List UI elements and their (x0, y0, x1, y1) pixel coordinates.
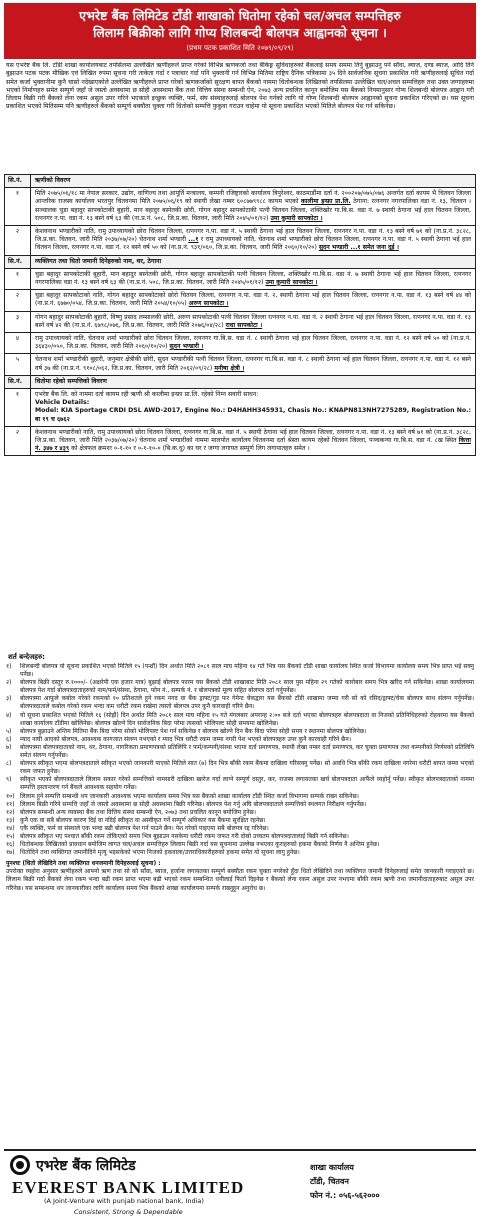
vehicle-heading: Vehicle Details: (35, 399, 90, 407)
first-publication-date: (प्रथम पटक प्रकाशित मिति २०७९/०९/२९) (186, 44, 294, 52)
condition-item (6, 736, 474, 744)
condition-text: धितोबन्धक लिखितको प्रावधान बमोजिम लागत चल/अचल सम्पत्तिहरु लिलाम बिक्री गर्दा यस सूचनामा उल्लेख नभएका कुराहरुको हकमा बैंकको निर्णय नै अन्तिम हुनेछ। (20, 841, 380, 849)
borrower-text (31, 188, 475, 225)
kitta-number: कित्ता नं. ३४७ र ४३९ (35, 437, 471, 453)
condition-text: लिलाम हुने सम्पत्ति सम्बन्धी थप जानकारी आवश्यक भएमा कार्यालय समय भित्र यस बैंकको शाखा कार्यालय टाँडी स्थित कर्जा विभागमा सम्पर्क राख्न सकिनेछ। (20, 792, 359, 800)
condition-item (6, 817, 474, 825)
vehicle-model: Model: KIA Sportage CRDI DSL AWD-2017, Engine No.: D4HAHH345931, Chasis No.: KNAPN813NH7275289, Registration No.: बा १९ च ६७६२ (35, 407, 471, 423)
condition-item (6, 776, 474, 792)
condition-text: म्याद नाघी आएको बोलपत्र, आवश्यक कागजात संलग्न नभएको र म्याद भित्र धरौटी रकम जम्मा नगरी पेश भएको बोलपत्रहरु उपर कुनै कारवाही गरिने छैन। (20, 735, 351, 743)
borrower-details-2: ठेगाना: रत्ननगर नगरपालिका वडा नं. १३, चितवन । सञ्चालक चुडा बहादुर सापकोटाकी बुहारी, मान बहादुर बस्नेतकी छोरी, गोगन बहादुर सापकोटाकी पत्नी चितवन जिल्ला, शक्तिखोर गा.बि.स. वडा नं. ७ स्थायी ठेगाना भई हाल चितवन जिल्ला, रत्ननगर न.पा. वडा नं. १३ बस्ने वर्ष ६३ की (ना.प्र.नं. ५०८, जि.प्र.का. चितवन, जारी मिति २०४५/०१/१२) (35, 198, 471, 222)
bank-logo (4, 1151, 304, 1219)
guarantor-row (5, 290, 475, 311)
condition-item (6, 712, 474, 728)
borrower-row (5, 188, 475, 226)
condition-number: १३) (6, 816, 15, 824)
borrower-details: मिति २०७५/०६/१८ मा नेपाल सरकार, उद्योग, वाणिज्य तथा आपूर्ति मन्त्रालय, कम्पनी रजिष्ट्रारको कार्यालय त्रिपुरेश्वर, काठमाडौंमा दर्ता नं. २००२०७/०७५/०७६ अन्तर्गत दर्ता कायम भै चितवन जिल्ला आन्तरिक राजस्व कार्यालय भरतपुर चितवनमा मिति २०७५/०६/१९ को स्थायी लेखा नम्बर ६०८७७९९८८ कायम भएको (35, 190, 471, 206)
condition-number: ८) (6, 760, 12, 768)
sn-header: सि.नं. (5, 175, 31, 187)
row-number: २ (5, 427, 31, 456)
logo-english-text: EVEREST BANK LIMITED (12, 1178, 245, 1197)
row-number: १ (5, 188, 31, 225)
row-number: ३ (5, 312, 31, 332)
condition-number: १०) (6, 792, 15, 800)
followup-text: उपरोक्त व्यहोरा अनुसार ऋणीहरुले आफ्नो ऋण तथा सो को साँवा, ब्याज, हर्जाना लगायतका सम्पूर्ण बक्यौता रकम चुक्ता नगरेको हुँदा धितो लेखिदिने तथा व्यक्तिगत जमानी दिनेहरुलाई समेत जानकारी गराइएको छ। लिलाम बिक्री गर्दा बैंकको लेना रकम भन्दा बढी रकम प्राप्त भएमा बढी भएको रकम सम्बन्धित धनीलाई फिर्ता दिइनेछ र बैंकको लेना रकम असुल उपर नभएमा बाँकी रकम ऋणी तथा जमानीदाताहरुबाट असुल उपर गरिनेछ। यस सम्बन्धमा थप जानकारीका लागि कार्यालय समय भित्र बैंकको शाखा कार्यालयमा सम्पर्क राख्नुहुन अनुरोध छ। (6, 868, 474, 892)
condition-text: बोलपत्र बिक्री दस्तुर रु.१०००/- (अक्षरेपी एक हजार मात्र) बुझाई बोलपत्र फारम यस बैंकको टाँडी शाखाबाट मिति २०८१ साल पुस महिना २९ गतेको कारोबार समय भित्र खरिद गर्न सकिनेछ। शाखा कार्यालयमा बोलपत्र पेश गर्दा बोलपत्रदाताहरुको नाम/फर्म/संस्था, ठेगाना, फोन नं., सम्पर्क नं. र बोलपत्रको मूल्य सहित बोलपत्र दर्ता गर्नुपर्नेछ। (20, 679, 474, 695)
condition-item (6, 695, 474, 711)
condition-text: शिलबन्दी बोलपत्र यो सूचना प्रकाशित भएको मितिले १५ (पन्ध्रौं) दिन अर्थात मिति २०८१ साल माघ महिना १४ गते भित्र यस बैंकको टाँडी शाखा कार्यालय स्थित कर्जा विभागमा कार्यालय समय भित्र प्राप्त भई सक्नु पर्नेछ। (20, 663, 474, 679)
condition-text: बोलपत्रमा बोलपत्रदाताको नाम, थर, ठेगाना, नागरिकता प्रमाणपत्रको प्रतिलिपि र फर्म/कम्पनी/संस्था भएमा दर्ता प्रमाणपत्र, स्थायी लेखा नम्बर दर्ता प्रमाणपत्र, कर चुक्ता प्रमाणपत्र तथा कम्पनीको निर्णयको प्रतिलिपि समेत संलग्न गर्नुपर्नेछ। (20, 743, 474, 760)
condition-item (6, 760, 474, 776)
condition-number: १५) (6, 832, 15, 840)
property-details: एभरेष्ट बैंक लि. को नाममा दर्ता कायम रही ऋणी श्री कालीमा इन्फ्रा प्रा.लि. रहेको निम्न सवारी साधन: (35, 391, 259, 399)
condition-text: बोलपत्र स्वीकृत भए पश्चात बाँकी रकम तोकिएको समय भित्र बुझाउन नसकेमा धरौटी रकम जफत गरी दोस्रो उच्चतम बोलपत्रदातालाई बिक्री गर्न सकिनेछ। (20, 832, 349, 840)
borrower-name: ...१ (188, 236, 199, 244)
condition-number: ५) (6, 727, 12, 735)
branch-phone: फोन नं.: ०५६-५६२००० (310, 1191, 380, 1200)
guarantor-details: गोगन बहादुर सापकोटाकी बुहारी, विष्णु प्रसाद लम्सालकी छोरी, अरुण सापकोटाकी पत्नी चितवन जिल्ला रत्ननगर न.पा. वडा नं. २ स्थायी ठेगाना भई हाल चितवन जिल्ला, रत्ननगर न.पा. वडा नं. १३ बस्ने वर्ष ४२ की (ना.प्र.नं. ६७९८/०७६, जि.प्र.का. चितवन, जारी मिति २०७६/०४/२८) (35, 313, 471, 329)
condition-text: यो सूचना प्रकाशित भएको मितिले १६ (सोह्रौं) दिन अर्थात मिति २०८१ साल माघ महिना १५ गते मंगलबार अपरान्ह २:०० बजे दर्ता भएका बोलपत्रहरु बोलपत्रदाता वा निजको प्रतिनिधिहरुको रोहवरमा यस बैंकको शाखा कार्यालय टाँडीमा खोलिनेछ। बोलपत्र खोल्ने दिन सार्वजनिक बिदा परेमा त्यसको भोलिपल्ट सोही समयमा खोलिनेछ। (20, 711, 474, 727)
condition-item (6, 801, 474, 809)
borrower-name-2: उमा कुमारी सापकोटा । (270, 214, 323, 222)
bank-footer (4, 1149, 476, 1219)
condition-item (6, 849, 474, 857)
followup-title: पुनश्चः (धितो लेखिदिने तथा व्यक्तिगत धनजमानी दिनेहरुलाई सूचना) : (6, 860, 161, 868)
tagline: Consistent, Strong & Dependable (74, 1208, 183, 1216)
guarantor-text (31, 290, 475, 310)
guarantor-details: चुडा बहादुर सापकोटाकी बुहारी, मान बहादुर बस्नेतकी छोरी, गोगन बहादुर सापकोटाकी पत्नी चितवन जिल्ला, शक्तिखोर गा.बि.स. वडा नं. ७ स्थायी ठेगाना भई हाल चितवन जिल्ला, रत्ननगर नगरपालिका वडा नं. १३ बस्ने वर्ष ६३ की (ना.प्र.नं. ५०८, जि.प्र.का. चितवन, जारी मिति २०४५/०१/१२) (35, 270, 471, 287)
condition-item (6, 793, 474, 801)
guarantor-row (5, 312, 475, 333)
condition-number: १२) (6, 808, 15, 816)
logo-nepali (10, 1155, 136, 1175)
condition-number: ११) (6, 800, 15, 808)
guarantor-text (31, 312, 475, 332)
condition-item (6, 679, 474, 695)
condition-text: बोलपत्र स्वीकृत भएमा बोलपत्रदाताले स्वीकृत भएको जानकारी पाएको मितिले सात (७) दिन भित्र बाँकी रकम बैंकमा दाखिला गरिसक्नु पर्नेछ। सो अवधि भित्र बाँकी रकम दाखिला नगरेमा धरौटी बापत जम्मा भएको रकम जफत हुनेछ। (20, 760, 474, 776)
row-number: २ (5, 290, 31, 310)
property-section-header (5, 376, 475, 389)
joint-venture-text: (A Joint-Venture with punjab national bank, India) (44, 1197, 204, 1205)
condition-number: ३) (6, 695, 12, 703)
guarantor-section-title: व्यक्तिगत तथा धितो जमानी दिनेहरुको नाम, थर, ठेगाना (35, 257, 162, 265)
branch-info (304, 1151, 476, 1219)
borrower-name-2: सुदन भण्डारी ...१ समेत जना दुई । (318, 244, 399, 252)
condition-text: बोलपत्रमा आफूले कबोल गरेको रकमको १० प्रतिशतले हुने रकम नगद वा बैंक ड्राफ्ट/गुड फर गेमेन्ट चेकद्वारा यस बैंकको टाँडी शाखामा जम्मा गरी सो को रसिद/ड्राफ्ट/चेक बोलपत्र साथ संलग्न गर्नुपर्नेछ। बोलपत्रदाताले कबोल गरेको रकम भन्दा कम धरौटी रकम राखेमा त्यस्तो बोलपत्र उपर कुनै कारवाही गरिने छैन। (20, 695, 474, 711)
sn-header: सि.नं. (5, 256, 31, 268)
row-number: ५ (5, 354, 31, 374)
condition-text: स्वीकृत भएको बोलपत्रदाताले लिलाम सकार गरेको सम्पत्तिको नामसारी दाखिला खारेज गर्दा लाग्ने सम्पूर्ण दस्तुर, कर, राजस्व लगायतका खर्च बोलपत्रदाता आफैंले व्यहोर्नु पर्नेछ। स्वीकृत बोलपत्रदाताको नाममा सम्पत्ति हस्तान्तरण गर्न बैंकले आवश्यक सहयोग गर्नेछ। (20, 776, 474, 792)
condition-text: बोलपत्र सम्बन्धी अन्य व्यवस्था बैंक तथा वित्तिय संस्था सम्बन्धी ऐन, २०७३ तथा प्रचलित कानून बमोजिम हुनेछ। (20, 808, 257, 816)
condition-text: कुनै एक वा सबै बोलपत्र कारण दिई वा नदिई स्वीकृत वा अस्वीकृत गर्ने सम्पूर्ण अधिकार यस बैंकमा सुरक्षित रहनेछ। (20, 816, 266, 824)
branch-label: शाखा कार्यालय (310, 1163, 354, 1172)
notice-title-line2: लिलाम बिक्रीको लागि गोप्य शिलबन्दी बोलपत्र आह्वानको सूचना । (93, 25, 387, 40)
condition-number: ७) (6, 743, 12, 751)
borrower-details: केशवनाथ भण्डारीको नाति, रामु उपाध्यायको छोरा चितवन जिल्ला, रत्ननगर न.पा. वडा नं. ५ स्थायी ठेगाना भई हाल चितवन जिल्ला, रत्ननगर न.पा. वडा नं. १३ बस्ने वर्ष ७१ को (ना.प्र.नं. ३८२८, जि.प्र.का. चितवन, जारी मिति २०३७/०७/२०) चेतनाथ शर्मा भण्डारी (35, 228, 471, 244)
details-table (4, 174, 476, 456)
guarantor-details: चुडा बहादुर सापकोटाको नाति, गोगन बहादुर सापकोटाको छोरो चितवन जिल्ला, रत्ननगर न.पा. वडा नं. २, स्थायी ठेगाना भई हाल चितवन जिल्ला, रत्ननगर न.पा. वडा नं. १३ बस्ने वर्ष ४४ को (ना.प्र.नं. ६७७०/०५४, जि.प्र.का. चितवन, जारी मिति २०५४/१०/०५) (35, 292, 471, 308)
condition-number: १४) (6, 824, 15, 832)
borrower-section-title: ऋणीको विवरण (35, 177, 71, 184)
borrower-text (31, 226, 475, 255)
guarantor-name: अरुण सापकोटा । (188, 300, 229, 308)
row-number: १ (5, 389, 31, 426)
guarantor-row (5, 269, 475, 290)
notice-banner (4, 3, 476, 59)
condition-item (6, 728, 474, 736)
property-text (31, 389, 475, 426)
property-row (5, 389, 475, 427)
property-text (31, 427, 475, 456)
guarantor-name: उमा कुमारी सापकोटा । (265, 279, 318, 287)
guarantor-row (5, 354, 475, 375)
notice-title-line1: एभरेष्ट बैंक लिमिटेड टाँडी शाखाको धितोमा रहेको चल/अचल सम्पत्तिहरु (79, 8, 401, 23)
branch-place: टाँडी, चितवन (310, 1177, 349, 1186)
property-details: केशवनाथ भण्डारीको नाति, रामु उपाध्यायको छोरा चितवन जिल्ला, रत्ननगर गा.बि.स. वडा नं. ५ स्थायी ठेगाना भई हाल चितवन जिल्ला, रत्ननगर न.पा. वडा नं. १३ बस्ने वर्ष ७१ को (ना.प्र.नं. ३८२८, जि.प्र.का. चितवन, जारी मिति २०३७/०७/२०) चेतनाथ शर्मा भण्डारीको नाममा मालपोत कार्यालय चितवनमा दर्ता श्रेस्ता कायम रहेको चितवन जिल्ला, पञ्चकन्या गा.बि.स. वडा नं. ८ख स्थित (35, 428, 471, 445)
guarantor-text (31, 354, 475, 374)
guarantor-row (5, 333, 475, 354)
condition-number: ६) (6, 735, 12, 743)
guarantor-text (31, 333, 475, 353)
everest-logo-icon (10, 1155, 30, 1175)
condition-text: एकै व्यक्ति, फर्म वा संस्थाले एक भन्दा बढी बोलपत्र पेश गर्न पाउने छैन। पेश गरेको पाइएमा सबै बोलपत्र रद्द गरिनेछ। (20, 824, 269, 832)
condition-number: १७) (6, 849, 15, 857)
condition-number: ९) (6, 776, 12, 784)
borrower-row (5, 226, 475, 256)
row-number: ४ (5, 333, 31, 353)
condition-item (6, 841, 474, 849)
borrower-section-header (5, 175, 475, 188)
condition-text: लिलाम बिक्री गरिने सम्पत्ति जहाँ जे जस्तो अवस्थामा छ सोही अवस्थामा बिक्री गरिनेछ। बोलपत्र पेश गर्नु अघि बोलपत्रदाताले सम्पत्तिको स्थलगत निरीक्षण गर्नुपर्नेछ। (20, 800, 367, 808)
condition-item (6, 833, 474, 841)
guarantor-text (31, 269, 475, 289)
guarantor-name: मनीषा क्षेत्री । (214, 364, 245, 372)
condition-number: १) (6, 663, 12, 670)
condition-text: धितोदिने तथा व्यक्तिगत जमानीदिने मृत्यु भइसकेको भएमा निजको हकवाला/उत्तराधिकारीहरुको हकमा समेत यो सूचना लागु हुनेछ। (20, 849, 300, 857)
condition-item (6, 744, 474, 760)
condition-item (6, 663, 474, 679)
condition-number: २) (6, 679, 12, 687)
logo-nepali-text: एभरेष्ट बैंक लिमिटेड (36, 1157, 136, 1174)
condition-item (6, 809, 474, 817)
condition-text: बोलपत्र बुझाउने अन्तिम मितिमा बैंक बिदा परेमा सोको भोलिपल्ट पेश गर्न सकिनेछ र बोलपत्र खोल्ने दिन बैंक बिदा परेमा सोही समय र स्थानमा बोलपत्र खोलिनेछ। (20, 727, 367, 735)
guarantor-details: रामु उपाध्यायको नाति, चेतनाथ शर्मा भण्डारीको छोरा चितवन जिल्ला, रत्ननगर गा.बि.स. वडा नं. ८ स्थायी ठेगाना भई हाल चितवन जिल्ला, रत्ननगर न.पा. वडा नं. १२ बस्ने वर्ष ५० को (ना.प्र.नं. ३६४३०/०५०, जि.प्र.का. चितवन, जारी मिति २०६०/१०/२०) (35, 335, 471, 351)
conditions-list (6, 663, 474, 1108)
property-section-title: धितोमा रहेको सम्पत्तिको विवरण (35, 377, 107, 385)
property-row (5, 427, 475, 456)
intro-paragraph: यस एभरेष्ट बैंक लि. टाँडी शाखा कार्यालयबाट तपसिलमा उल्लेखित ऋणीहरुले प्राप्त गरेको विभिन्न ऋणकर्जा तथा बैंकिङ्ग सुविधाहरुको बैंकलाई समय सममा तिर्नु बुझाउनु पर्ने साँवा, ब्याज, दण्ड ब्याज, आदि तिर्न बुझाउन पटक पटक मौखिक एवं लिखित रुपमा सूचना गरी ताकेता गर्दा र पत्राचार गर्दा पनि भुक्तानी गर्न विभिन्न मितिमा राष्ट्रिय दैनिक पत्रिकामा ३५ दिने सार्वजनिक सूचना प्रकाशित गरी ऋणीहरुलाई सूचित गर्दा समेत कर्जा भुक्तानीमा कुनै चासो नदेखाएकोले उल्लेखित ऋणीहरुले प्राप्त गरेको ऋणकर्जाको सुरक्षण बापत बैंकको नाममा धितोबन्धक लिखितको तपसिलमा उल्लेखित चल/अचल सम्पत्तिहरु तथा उक्त जग्गाहरुमा भएको निर्माणहरु समेत सम्पूर्ण जहाँ जे जस्तो अवस्थामा छ सोही अवस्थामा बैंक तथा वित्तिय संस्था सम्बन्धी ऐन, २०७३ अन्य प्रचलित कानून बमोजिम यस बैंकको नियमानुसार गोप्य शिलबन्दी बोलपत्र आह्वान गरी लिलाम बिक्री गरी बैंकको लेना रकम असुल उपर गरिने भएकाले इच्छुक व्यक्ति, फर्म, संघ संस्थाहरुलाई बोलपत्र पेश गर्नको लागि यो गोप्य शिलबन्दी बोलपत्र आह्वानको सूचना प्रकाशित गरिएको छ। यस सूचना प्रकाशित भएको मितिसम्म पनि ऋणीहरुले बैंकको सम्पूर्ण बक्यौता चुक्ता गरी धितोको सम्पत्ति फुकुवा गराउन चाहेमा यो सूचना प्रकाशित भएको मितिले बोलपत्र पेश गर्न सकिनेछ। (6, 62, 474, 111)
borrower-details-2: र रामु उपाध्यायको नाति, चेतनाथ शर्मा भण्डारीको छोरा चितवन जिल्ला, रत्ननगर न.पा. वडा नं. ५ स्थायी ठेगाना भई हाल चितवन जिल्ला, रत्ननगर न.पा. वडा नं. १२ बस्ने वर्ष ५० को (ना.प्र.नं. ९३१/०६०, जि.प्र.का. चितवन, जारी मिति २०६०/१०/२०) (35, 236, 472, 252)
row-number: १ (5, 269, 31, 289)
guarantor-section-header (5, 256, 475, 269)
sn-header: सि.नं. (5, 376, 31, 388)
condition-number: १६) (6, 841, 15, 849)
borrower-name: कालीमा इन्फ्रा प्रा.लि. (301, 198, 351, 206)
row-number: २ (5, 226, 31, 255)
property-details-2: को क्षेत्रफल क्रमशः ०-१-१० र ०-१-१०-० (बि.क.धु) का घर र जग्गा लगायत सम्पूर्ण लिग लगापातहरु समेत । (71, 445, 310, 453)
guarantor-name: राधा सापकोटा । (225, 321, 263, 329)
guarantor-details: चेतनाथ शर्मा भण्डारीकी बुहारी, जनुमार क्षेत्रीकी छोरी, सुदन भण्डारीकी पत्नी चितवन जिल्ला, रत्ननगर गा.बि.स. वडा नं. ८ स्थायी ठेगाना भई हाल चितवन जिल्ला, रत्ननगर न.पा. वडा नं. १२ बस्ने वर्ष ३७ की (ना.प्र.नं. ९१०८/०६२, जि.प्र.का. चितवन, जारी मिति २०६२/०९/२८) (35, 356, 471, 372)
condition-number: ४) (6, 711, 12, 719)
conditions-title: शर्त बन्देजहरु: (8, 653, 45, 661)
condition-item (6, 825, 474, 833)
guarantor-name: सुदन भण्डारी । (169, 343, 204, 351)
